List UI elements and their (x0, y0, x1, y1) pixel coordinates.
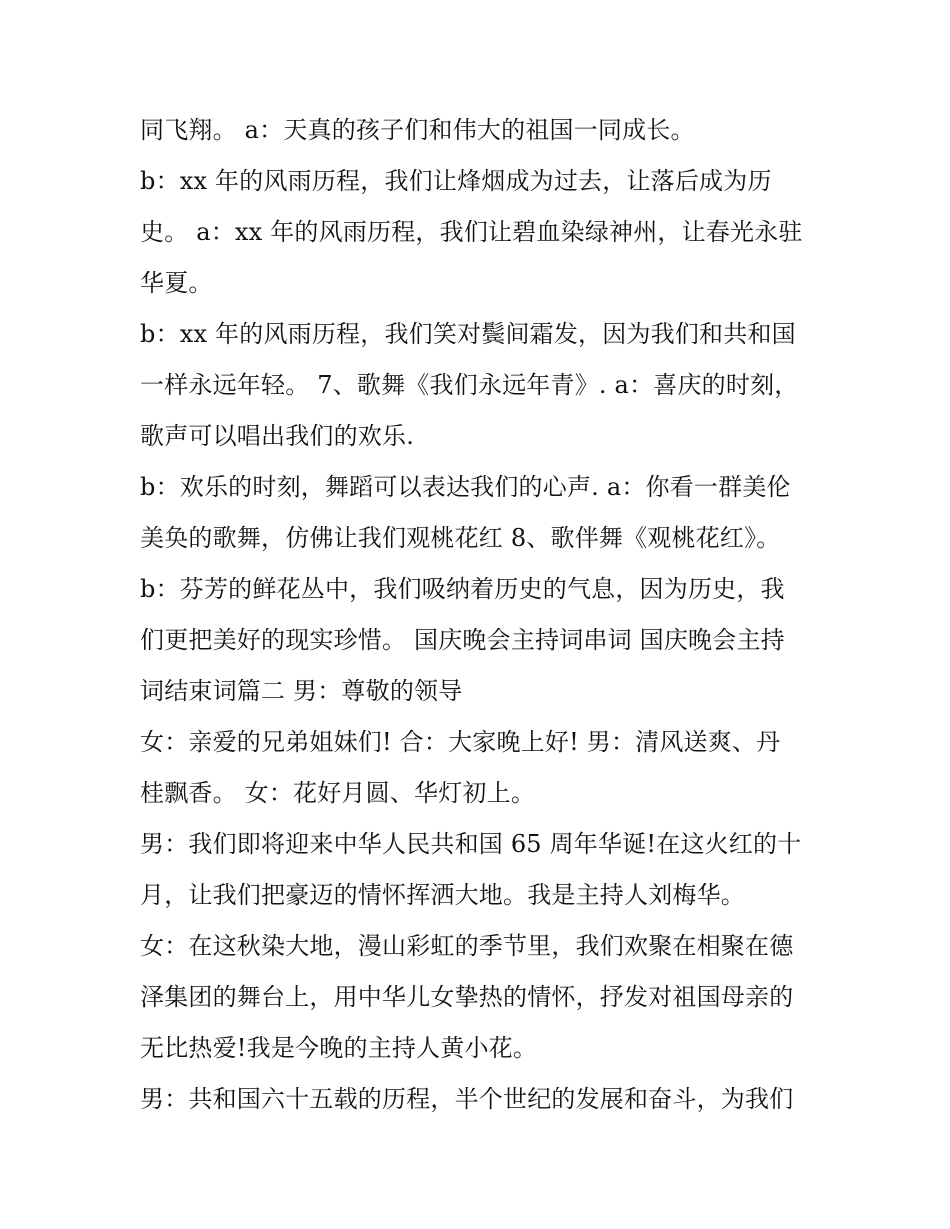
text-line: 们更把美好的现实珍惜。 国庆晚会主持词串词 国庆晚会主持 (140, 626, 785, 654)
text-line: 男：我们即将迎来中华人民共和国 65 周年华诞!在这火红的十 (140, 830, 802, 858)
text-line: b：xx 年的风雨历程，我们笑对鬓间霜发，因为我们和共和国 (140, 320, 796, 348)
text-line: 男：共和国六十五载的历程，半个世纪的发展和奋斗，为我们 (140, 1085, 794, 1113)
text-line: 史。 a：xx 年的风雨历程，我们让碧血染绿神州，让春光永驻 (140, 218, 803, 246)
text-line: 无比热爱!我是今晚的主持人黄小花。 (140, 1034, 538, 1062)
text-line: 美奂的歌舞，仿佛让我们观桃花红 8、歌伴舞《观桃花红》。 (140, 524, 781, 552)
text-line: b：xx 年的风雨历程，我们让烽烟成为过去，让落后成为历 (140, 167, 772, 195)
text-line: 词结束词篇二 男：尊敬的领导 (140, 677, 463, 705)
text-line: 月，让我们把豪迈的情怀挥洒大地。我是主持人刘梅华。 (140, 881, 745, 909)
text-line: 一样永远年轻。 7、歌舞《我们永远年青》. a：喜庆的时刻， (140, 371, 799, 399)
text-line: 泽集团的舞台上，用中华儿女挚热的情怀，抒发对祖国母亲的 (140, 983, 794, 1011)
text-line: 女：亲爱的兄弟姐妹们! 合：大家晚上好! 男：清风送爽、丹 (140, 728, 781, 756)
text-line: 桂飘香。 女：花好月圆、华灯初上。 (140, 779, 536, 807)
text-line: 华夏。 (140, 269, 213, 297)
text-line: 歌声可以唱出我们的欢乐. (140, 422, 415, 450)
document-body (140, 111, 820, 1131)
text-line: b：欢乐的时刻，舞蹈可以表达我们的心声. a：你看一群美伦 (140, 473, 791, 501)
text-line: b：芬芳的鲜花丛中，我们吸纳着历史的气息，因为历史，我 (140, 575, 785, 603)
text-line: 女：在这秋染大地，漫山彩虹的季节里，我们欢聚在相聚在德 (140, 932, 794, 960)
text-line: 同飞翔。 a：天真的孩子们和伟大的祖国一同成长。 (140, 116, 695, 144)
